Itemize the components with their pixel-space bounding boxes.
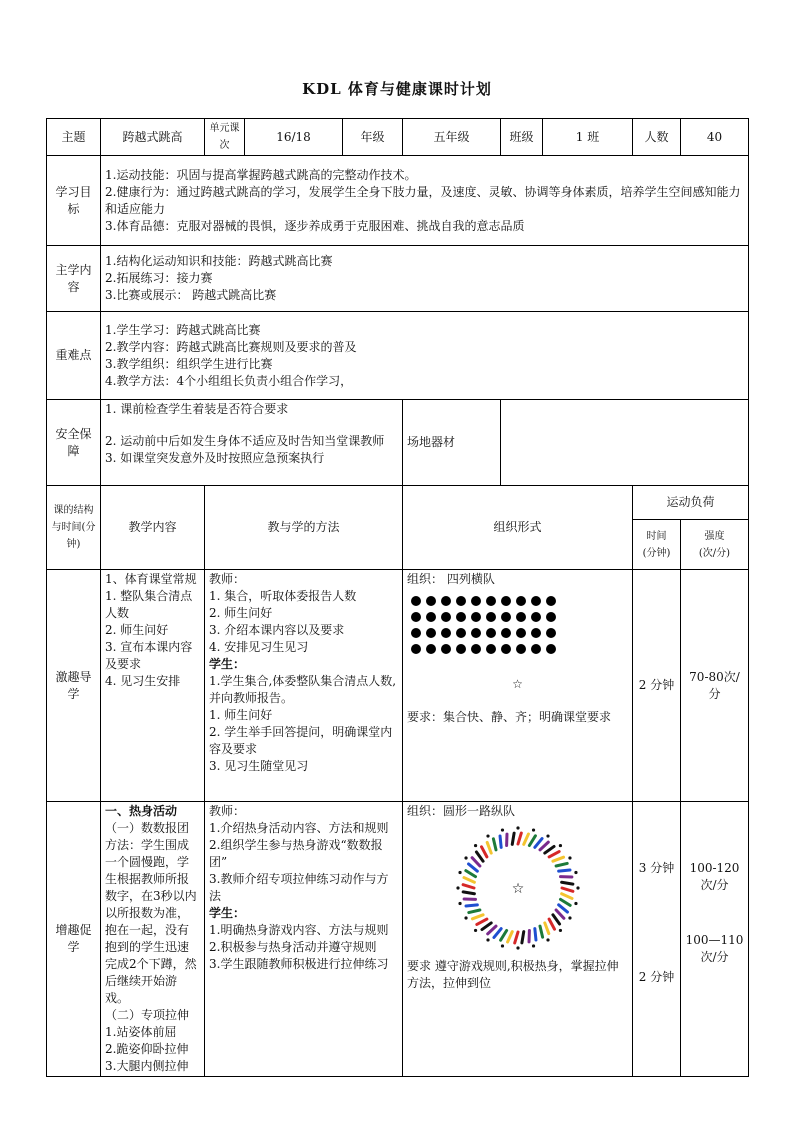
student-dot xyxy=(501,612,511,622)
student-dot xyxy=(471,596,481,606)
runner-figure xyxy=(481,923,490,930)
section2-content-item: （二）专项拉伸 xyxy=(105,1008,190,1022)
student-dot xyxy=(471,612,481,622)
content-items xyxy=(101,246,749,312)
organization-header: 组织形式 xyxy=(403,486,633,570)
section1-content-item: 4. 见习生安排 xyxy=(105,674,181,688)
section1-row xyxy=(47,570,749,802)
section1-teacher-label: 教师： xyxy=(209,572,246,586)
section2-organization xyxy=(403,802,633,1077)
venue-value xyxy=(501,400,749,486)
section2-teacher-item: 2.组织学生参与热身游戏“数数报团” xyxy=(209,838,383,869)
header-row xyxy=(47,119,749,156)
count-value: 40 xyxy=(681,119,749,156)
runner-figure xyxy=(544,923,548,934)
section2-row xyxy=(47,802,749,1077)
section2-content-item: 方法：学生围成一个圆慢跑，学生根据教师所报数字，在3秒以内以所报数为准，抱在一起，没有抱到的学生迅速完成2个下蹲，然后继续开始游戏。 xyxy=(105,838,197,1005)
section2-time2: 2 分钟 xyxy=(638,970,675,984)
class-label: 班级 xyxy=(501,119,543,156)
runner-figure xyxy=(493,929,500,938)
content-item: 3.比赛或展示： 跨越式跳高比赛 xyxy=(105,288,277,302)
section1-student-item: 3. 见习生随堂见习 xyxy=(209,759,309,773)
section2-time xyxy=(633,802,681,1077)
time-header-unit: (分钟) xyxy=(642,547,671,559)
section1-label: 激趣导学 xyxy=(47,570,101,802)
outer-dot xyxy=(568,916,571,919)
runner-figure xyxy=(544,846,553,853)
student-dot xyxy=(426,596,436,606)
objective-item: 1.运动技能：巩固与提高掌握跨越式跳高的完整动作技术。 xyxy=(105,167,417,182)
teacher-star-icon: ☆ xyxy=(511,881,524,897)
circle-formation-graphic xyxy=(454,824,582,952)
section2-student-label: 学生： xyxy=(209,906,246,920)
unit-label: 单元课次 xyxy=(205,119,245,156)
venue-label: 场地器材 xyxy=(403,400,501,486)
section1-content-item: 2. 师生问好 xyxy=(105,623,169,637)
outer-dot xyxy=(464,856,467,859)
student-dot xyxy=(486,596,496,606)
column-header-row xyxy=(47,486,749,520)
load-header: 运动负荷 xyxy=(633,486,749,520)
student-dot xyxy=(441,596,451,606)
runner-figure xyxy=(549,919,554,929)
outer-dot xyxy=(458,871,461,874)
structure-header: 课的结构与时间(分钟) xyxy=(47,486,101,570)
section2-intensity xyxy=(681,802,749,1077)
student-dot xyxy=(546,628,556,638)
methods-header: 教与学的方法 xyxy=(205,486,403,570)
section1-organization xyxy=(403,570,633,802)
outer-dot xyxy=(486,938,489,941)
outer-dot xyxy=(473,844,476,847)
objective-item: 2.健康行为：通过跨越式跳高的学习，发展学生全身下肢力量，及速度、灵敏、协调等身体素质，培养学生空间感知能力和适应能力 xyxy=(105,184,741,216)
section1-student-label: 学生： xyxy=(209,657,246,671)
content-item: 1.结构化运动知识和技能：跨越式跳高比赛 xyxy=(105,254,333,268)
section1-content-item: 3. 宣布本课内容及要求 xyxy=(105,640,193,671)
outer-dot xyxy=(486,834,489,837)
student-dot xyxy=(486,628,496,638)
student-dot xyxy=(456,596,466,606)
outer-dot xyxy=(568,856,571,859)
circle-formation xyxy=(454,824,582,952)
section1-student-item: 1.学生集合,体委整队集合清点人数,并向教师报告。 xyxy=(209,674,397,705)
runner-figure xyxy=(560,899,570,905)
outer-dot xyxy=(473,929,476,932)
outer-dot xyxy=(558,844,561,847)
page-title: KDL 体育与健康课时计划 xyxy=(302,80,492,98)
runner-figure xyxy=(500,836,501,847)
grade-label: 年级 xyxy=(343,119,403,156)
outer-dot xyxy=(516,946,519,949)
runner-figure xyxy=(468,864,477,871)
content-row xyxy=(47,246,749,312)
student-dot xyxy=(501,628,511,638)
section2-label: 增趣促学 xyxy=(47,802,101,1077)
runner-figure xyxy=(512,833,514,844)
runner-figure xyxy=(556,863,567,866)
four-row-formation xyxy=(411,596,628,654)
runner-figure xyxy=(476,919,486,924)
section2-teacher-label: 教师： xyxy=(209,804,246,818)
class-value: 1 班 xyxy=(543,119,633,156)
student-dot xyxy=(486,644,496,654)
runner-figure xyxy=(466,905,477,906)
runner-figure xyxy=(518,833,521,844)
section2-teacher-item: 3.教师介绍专项拉伸练习动作与方法 xyxy=(209,872,389,903)
runner-figure xyxy=(549,852,559,857)
student-dot xyxy=(516,644,526,654)
section2-methods xyxy=(205,802,403,1077)
section2-teacher-item: 1.介绍热身活动内容、方法和规则 xyxy=(209,821,389,835)
grade-value: 五年级 xyxy=(403,119,501,156)
outer-dot xyxy=(531,944,534,947)
section2-content xyxy=(101,802,205,1077)
section1-teacher-item: 4. 安排见习生见习 xyxy=(209,640,309,654)
outer-dot xyxy=(576,886,579,889)
student-dot xyxy=(546,596,556,606)
student-dot xyxy=(471,644,481,654)
section1-content-item: 1、体育课堂常规 xyxy=(105,572,197,586)
outer-dot xyxy=(500,944,503,947)
runner-figure xyxy=(534,839,541,848)
student-dot xyxy=(441,644,451,654)
runner-figure xyxy=(561,882,572,884)
keypoint-item: 2.教学内容：跨越式跳高比赛规则及要求的普及 xyxy=(105,339,357,354)
keypoint-item: 4.教学方法：4个小组组长负责小组合作学习， xyxy=(105,373,353,388)
student-dot xyxy=(546,612,556,622)
section2-time1: 3 分钟 xyxy=(638,861,675,875)
outer-dot xyxy=(531,828,534,831)
objective-item: 3.体育品德：克服对器械的畏惧，逐步养成勇于克服困难、挑战自我的意志品质 xyxy=(105,218,525,233)
student-dot xyxy=(546,644,556,654)
keypoints-items xyxy=(101,312,749,400)
unit-value: 16/18 xyxy=(245,119,343,156)
safety-item: 1. 课前检查学生着装是否符合要求 xyxy=(105,402,289,416)
student-dot xyxy=(516,596,526,606)
content-item: 2.拓展练习：接力赛 xyxy=(105,271,213,285)
student-dot xyxy=(456,612,466,622)
teacher-star-icon: ☆ xyxy=(512,677,523,691)
keypoints-label: 重难点 xyxy=(47,312,101,400)
runner-figure xyxy=(561,894,571,899)
section2-content-item: 3.大腿内侧拉伸 xyxy=(105,1059,189,1073)
outer-dot xyxy=(574,902,577,905)
runner-figure xyxy=(558,870,569,871)
objectives-label: 学习目标 xyxy=(47,156,101,246)
outer-dot xyxy=(456,886,459,889)
runner-figure xyxy=(529,836,535,846)
safety-items xyxy=(101,400,403,486)
runner-figure xyxy=(500,931,506,941)
runner-figure xyxy=(468,910,479,913)
section1-content-item: 1. 整队集合清点人数 xyxy=(105,589,193,620)
section1-student-item: 1. 师生问好 xyxy=(209,708,273,722)
student-dot xyxy=(426,644,436,654)
outer-dot xyxy=(558,929,561,932)
keypoint-item: 3.教学组织：组织学生进行比赛 xyxy=(105,356,273,371)
student-dot xyxy=(501,644,511,654)
outer-dot xyxy=(516,826,519,829)
student-dot xyxy=(411,612,421,622)
topic-value: 跨越式跳高 xyxy=(101,119,205,156)
section2-org-req: 要求 遵守游戏规则,积极热身，掌握拉伸方法，拉伸到位 xyxy=(407,959,619,990)
safety-item: 2. 运动前中后如发生身体不适应及时告知当堂课教师 xyxy=(105,434,385,448)
objectives-row xyxy=(47,156,749,246)
section2-student-item: 3.学生跟随教师积极进行拉伸练习 xyxy=(209,957,389,971)
student-dot xyxy=(456,644,466,654)
student-dot xyxy=(486,612,496,622)
runner-figure xyxy=(552,915,559,924)
outer-dot xyxy=(546,834,549,837)
safety-label: 安全保障 xyxy=(47,400,101,486)
runner-figure xyxy=(463,885,474,888)
section2-content-item: （一）数数报团 xyxy=(105,821,190,835)
section2-student-item: 2.积极参与热身活动并遵守规则 xyxy=(209,940,377,954)
student-dot xyxy=(471,628,481,638)
intensity-header-unit: (次/分) xyxy=(698,547,731,559)
student-dot xyxy=(531,596,541,606)
outer-dot xyxy=(458,902,461,905)
runner-figure xyxy=(521,932,523,943)
outer-dot xyxy=(546,938,549,941)
runner-figure xyxy=(487,926,495,934)
runner-figure xyxy=(476,852,483,861)
student-dot xyxy=(516,612,526,622)
student-dot xyxy=(501,596,511,606)
student-dot xyxy=(426,612,436,622)
topic-label: 主题 xyxy=(47,119,101,156)
runner-figure xyxy=(507,932,512,942)
runner-figure xyxy=(514,932,517,943)
runner-figure xyxy=(472,858,480,866)
section1-intensity: 70-80次/分 xyxy=(681,570,749,802)
runner-figure xyxy=(562,888,573,891)
safety-item: 3. 如课堂突发意外及时按照应急预案执行 xyxy=(105,451,325,465)
student-dot xyxy=(426,628,436,638)
safety-row xyxy=(47,400,749,486)
time-header xyxy=(633,520,681,570)
student-dot xyxy=(411,628,421,638)
section2-intensity2: 100—110次/分 xyxy=(685,933,744,964)
section1-content xyxy=(101,570,205,802)
section2-intensity1: 100-120次/分 xyxy=(689,861,740,892)
intensity-header-label: 强度 xyxy=(704,530,725,542)
runner-figure xyxy=(487,842,491,853)
runner-figure xyxy=(523,834,528,844)
keypoint-item: 1.学生学习：跨越式跳高比赛 xyxy=(105,322,261,337)
student-dot xyxy=(456,628,466,638)
section2-content-item: 一、热身活动 xyxy=(105,804,178,818)
section1-org-title: 组织： 四列横队 xyxy=(407,572,495,586)
lesson-plan-table xyxy=(46,118,749,1077)
section1-teacher-item: 1. 集合，听取体委报告人数 xyxy=(209,589,357,603)
runner-figure xyxy=(534,929,535,940)
student-dot xyxy=(531,644,541,654)
intensity-header xyxy=(681,520,749,570)
section1-teacher-item: 3. 介绍本课内容以及要求 xyxy=(209,623,345,637)
runner-figure xyxy=(556,910,564,918)
student-dot xyxy=(516,628,526,638)
runner-figure xyxy=(463,878,473,883)
student-dot xyxy=(441,628,451,638)
runner-figure xyxy=(465,871,475,877)
section1-org-req: 要求：集合快、静、齐；明确课堂要求 xyxy=(407,710,612,724)
section1-teacher-item: 2. 师生问好 xyxy=(209,606,273,620)
student-dot xyxy=(441,612,451,622)
objectives-content xyxy=(101,156,749,246)
section2-content-item: 1.站姿体前屈 xyxy=(105,1025,177,1039)
student-dot xyxy=(411,644,421,654)
content-label: 主学内容 xyxy=(47,246,101,312)
section1-methods xyxy=(205,570,403,802)
section2-org-title: 组织：圆形一路纵队 xyxy=(407,804,516,818)
count-label: 人数 xyxy=(633,119,681,156)
student-dot xyxy=(531,612,541,622)
student-dot xyxy=(531,628,541,638)
runner-figure xyxy=(540,926,543,937)
section1-student-item: 2. 学生举手回答提问，明确课堂内容及要求 xyxy=(209,725,393,756)
outer-dot xyxy=(574,871,577,874)
runner-figure xyxy=(558,905,567,912)
runner-figure xyxy=(552,857,563,861)
time-header-label: 时间 xyxy=(646,530,667,542)
teaching-content-header: 教学内容 xyxy=(101,486,205,570)
runner-figure xyxy=(481,847,486,857)
outer-dot xyxy=(500,828,503,831)
runner-figure xyxy=(463,892,474,894)
section2-student-item: 1.明确热身游戏内容、方法与规则 xyxy=(209,923,389,937)
runner-figure xyxy=(540,842,548,850)
student-dot xyxy=(411,596,421,606)
keypoints-row xyxy=(47,312,749,400)
section2-content-item: 2.跪姿仰卧拉伸 xyxy=(105,1042,189,1056)
outer-dot xyxy=(464,916,467,919)
runner-figure xyxy=(472,915,483,919)
runner-figure xyxy=(493,839,496,850)
section1-time: 2 分钟 xyxy=(633,570,681,802)
